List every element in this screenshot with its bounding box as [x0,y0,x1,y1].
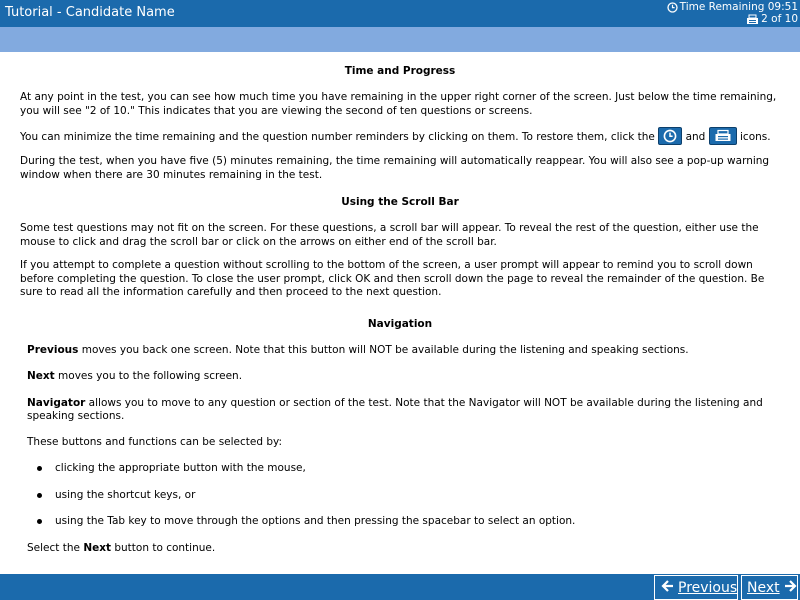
heading-time-progress: Time and Progress [344,65,456,77]
closing-text-after: button to continue. [111,541,216,554]
footer-bar [0,574,800,600]
time-progress-paragraph-3: During the test, when you have five (5) minutes remaining, the time remaining will automatically reappear. You will also see a pop-up warning window when there are 30 minutes remaining in the test. [20,155,770,181]
next-button-label: Next [747,579,780,596]
list-item: using the Tab key to move through the options and then pressing the spacebar to select an option. [37,515,780,529]
navigator-term: Navigator [27,396,86,409]
question-count[interactable] [667,13,798,25]
restore-counter-icon [709,127,737,145]
navigation-block [20,344,780,556]
time-progress-paragraph-2 [20,128,780,146]
scroll-bar-paragraph-2: If you attempt to complete a question without scrolling to the bottom of the screen, a user prompt will appear to remind you to scroll down before completing the question. To close the user prompt, click OK and then scroll down the page to reveal the remainder of the question. Be sure to read all the information carefully and then proceed to the next question. [20,259,765,298]
arrow-right-icon [784,579,798,597]
time-progress-p2-after: icons. [740,131,771,143]
heading-scroll-bar: Using the Scroll Bar [341,196,459,208]
list-item: clicking the appropriate button with the mouse, [37,462,780,476]
next-description [27,370,780,384]
navigator-desc-text: allows you to move to any question or section of the test. Note that the Navigator will NOT be available during the listening and speaking sections. [27,396,763,422]
question-count-label: 2 of 10 [761,13,798,25]
next-button[interactable] [741,575,798,600]
restore-time-icon [658,127,682,145]
list-item: using the shortcut keys, or [37,489,780,503]
time-progress-p2-text: You can minimize the time remaining and the question number reminders by clicking on them. To restore them, click the [20,131,655,143]
arrow-left-icon [660,579,674,597]
clock-icon [667,2,678,13]
previous-button[interactable] [654,575,738,600]
toolbar-strip [0,27,800,52]
previous-description [27,344,780,358]
main-content [0,52,800,574]
time-remaining[interactable] [667,1,798,13]
closing-next-term: Next [83,541,112,554]
status-area [667,1,798,25]
scroll-bar-paragraph-1: Some test questions may not fit on the screen. For these questions, a scroll bar will appear. To reveal the rest of the question, either use the mouse to click and drag the scroll bar or click on the arrows on either end of the scroll bar. [20,222,759,248]
title-bar [0,0,800,27]
window-title: Tutorial - Candidate Name [5,5,175,20]
selection-methods-list [27,462,780,529]
question-counter-icon [746,14,759,25]
navigator-description [27,397,780,424]
previous-term: Previous [27,343,79,356]
previous-desc-text: moves you back one screen. Note that this button will NOT be available during the listening and speaking sections. [78,343,689,356]
selection-intro: These buttons and functions can be selected by: [27,435,283,448]
previous-button-label: Previous [678,579,738,596]
next-desc-text: moves you to the following screen. [54,370,243,382]
time-remaining-label: Time Remaining 09:51 [679,1,798,13]
closing-instruction [27,542,780,556]
time-progress-p2-and: and [685,131,706,143]
heading-navigation: Navigation [367,317,433,330]
next-term: Next [27,370,55,382]
closing-text-before: Select the [27,541,84,554]
time-progress-paragraph-1: At any point in the test, you can see how much time you have remaining in the upper right corner of the screen. Just below the time remaining, you will see "2 of 10." This indicates that you are viewing the second of ten questions or screens. [20,91,777,117]
